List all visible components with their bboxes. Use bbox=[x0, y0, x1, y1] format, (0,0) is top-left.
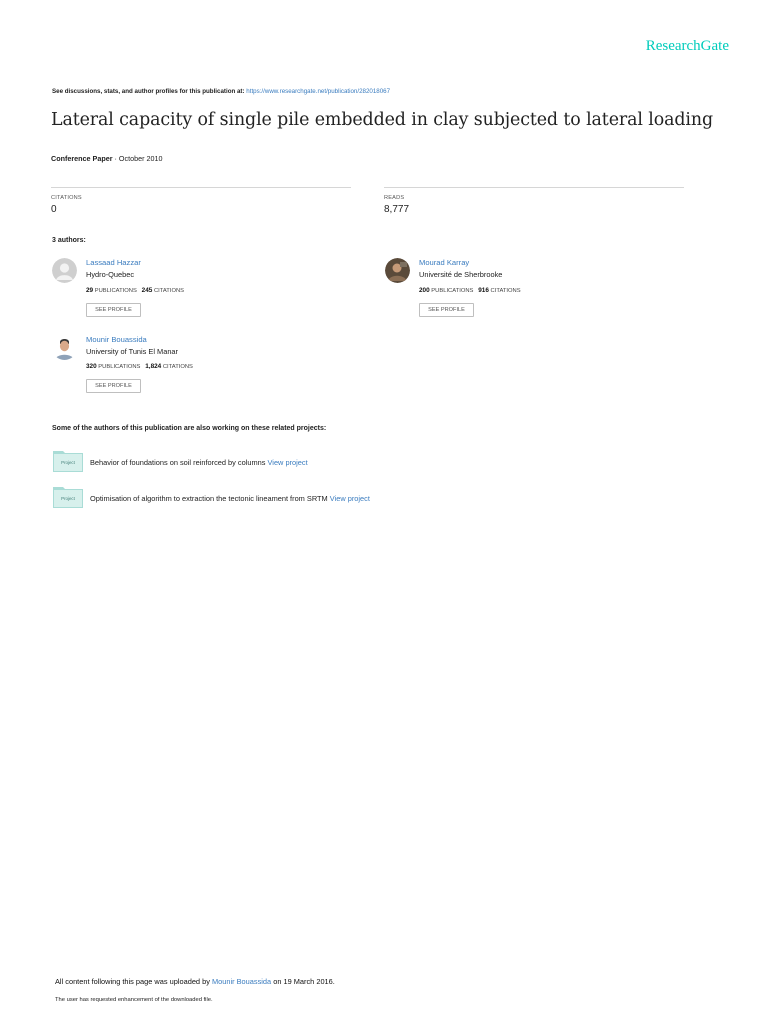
citations-value: 0 bbox=[51, 204, 57, 215]
divider bbox=[51, 187, 351, 188]
author-photo bbox=[385, 258, 410, 283]
see-profile-button[interactable]: SEE PROFILE bbox=[86, 379, 141, 393]
authors-heading: 3 authors: bbox=[52, 237, 86, 244]
see-profile-button[interactable]: SEE PROFILE bbox=[86, 303, 141, 317]
author-institution: University of Tunis El Manar bbox=[86, 347, 179, 356]
paper-type: Conference Paper bbox=[51, 154, 113, 163]
related-projects-heading: Some of the authors of this publication are also working on these related projects: bbox=[52, 425, 327, 432]
paper-date: · October 2010 bbox=[114, 154, 163, 163]
avatar-placeholder-icon bbox=[52, 258, 77, 283]
author-institution: Université de Sherbrooke bbox=[419, 270, 503, 279]
author-stats: 29 PUBLICATIONS 245 CITATIONS bbox=[86, 287, 185, 294]
project-title: Optimisation of algorithm to extraction the tectonic lineament from SRTM bbox=[90, 494, 328, 503]
enhancement-note: The user has requested enhancement of the downloaded file. bbox=[55, 997, 213, 1003]
paper-meta bbox=[51, 154, 162, 163]
reads-label: READS bbox=[384, 195, 405, 201]
view-project-link[interactable]: View project bbox=[329, 494, 370, 503]
author-name[interactable]: Mounir Bouassida bbox=[86, 335, 147, 344]
paper-title: Lateral capacity of single pile embedded in clay subjected to lateral loading bbox=[51, 110, 713, 130]
citations-label: CITATIONS bbox=[51, 195, 82, 201]
project-folder-icon: Project bbox=[53, 487, 83, 508]
discussion-line bbox=[52, 88, 390, 95]
project-item bbox=[90, 494, 370, 503]
uploader-link[interactable]: Mounir Bouassida bbox=[211, 977, 272, 986]
project-item bbox=[90, 458, 308, 467]
author-name[interactable]: Lassaad Hazzar bbox=[86, 258, 141, 267]
author-stats: 200 PUBLICATIONS 916 CITATIONS bbox=[419, 287, 521, 294]
view-project-link[interactable]: View project bbox=[267, 458, 308, 467]
author-institution: Hydro-Quebec bbox=[86, 270, 135, 279]
project-folder-icon: Project bbox=[53, 451, 83, 472]
publication-link[interactable]: https://www.researchgate.net/publication/282018067 bbox=[246, 88, 391, 95]
researchgate-logo[interactable]: ResearchGate bbox=[645, 38, 729, 54]
upload-note: All content following this page was uploaded by Mounir Bouassida on 19 March 2016. bbox=[55, 977, 335, 986]
discussion-text: See discussions, stats, and author profiles for this publication at: bbox=[52, 88, 245, 95]
author-photo bbox=[52, 335, 77, 360]
see-profile-button[interactable]: SEE PROFILE bbox=[419, 303, 474, 317]
reads-value: 8,777 bbox=[384, 204, 410, 215]
author-name[interactable]: Mourad Karray bbox=[419, 258, 470, 267]
author-stats: 320 PUBLICATIONS 1,824 CITATIONS bbox=[86, 363, 193, 370]
project-title: Behavior of foundations on soil reinforced by columns bbox=[90, 458, 266, 467]
divider bbox=[384, 187, 684, 188]
